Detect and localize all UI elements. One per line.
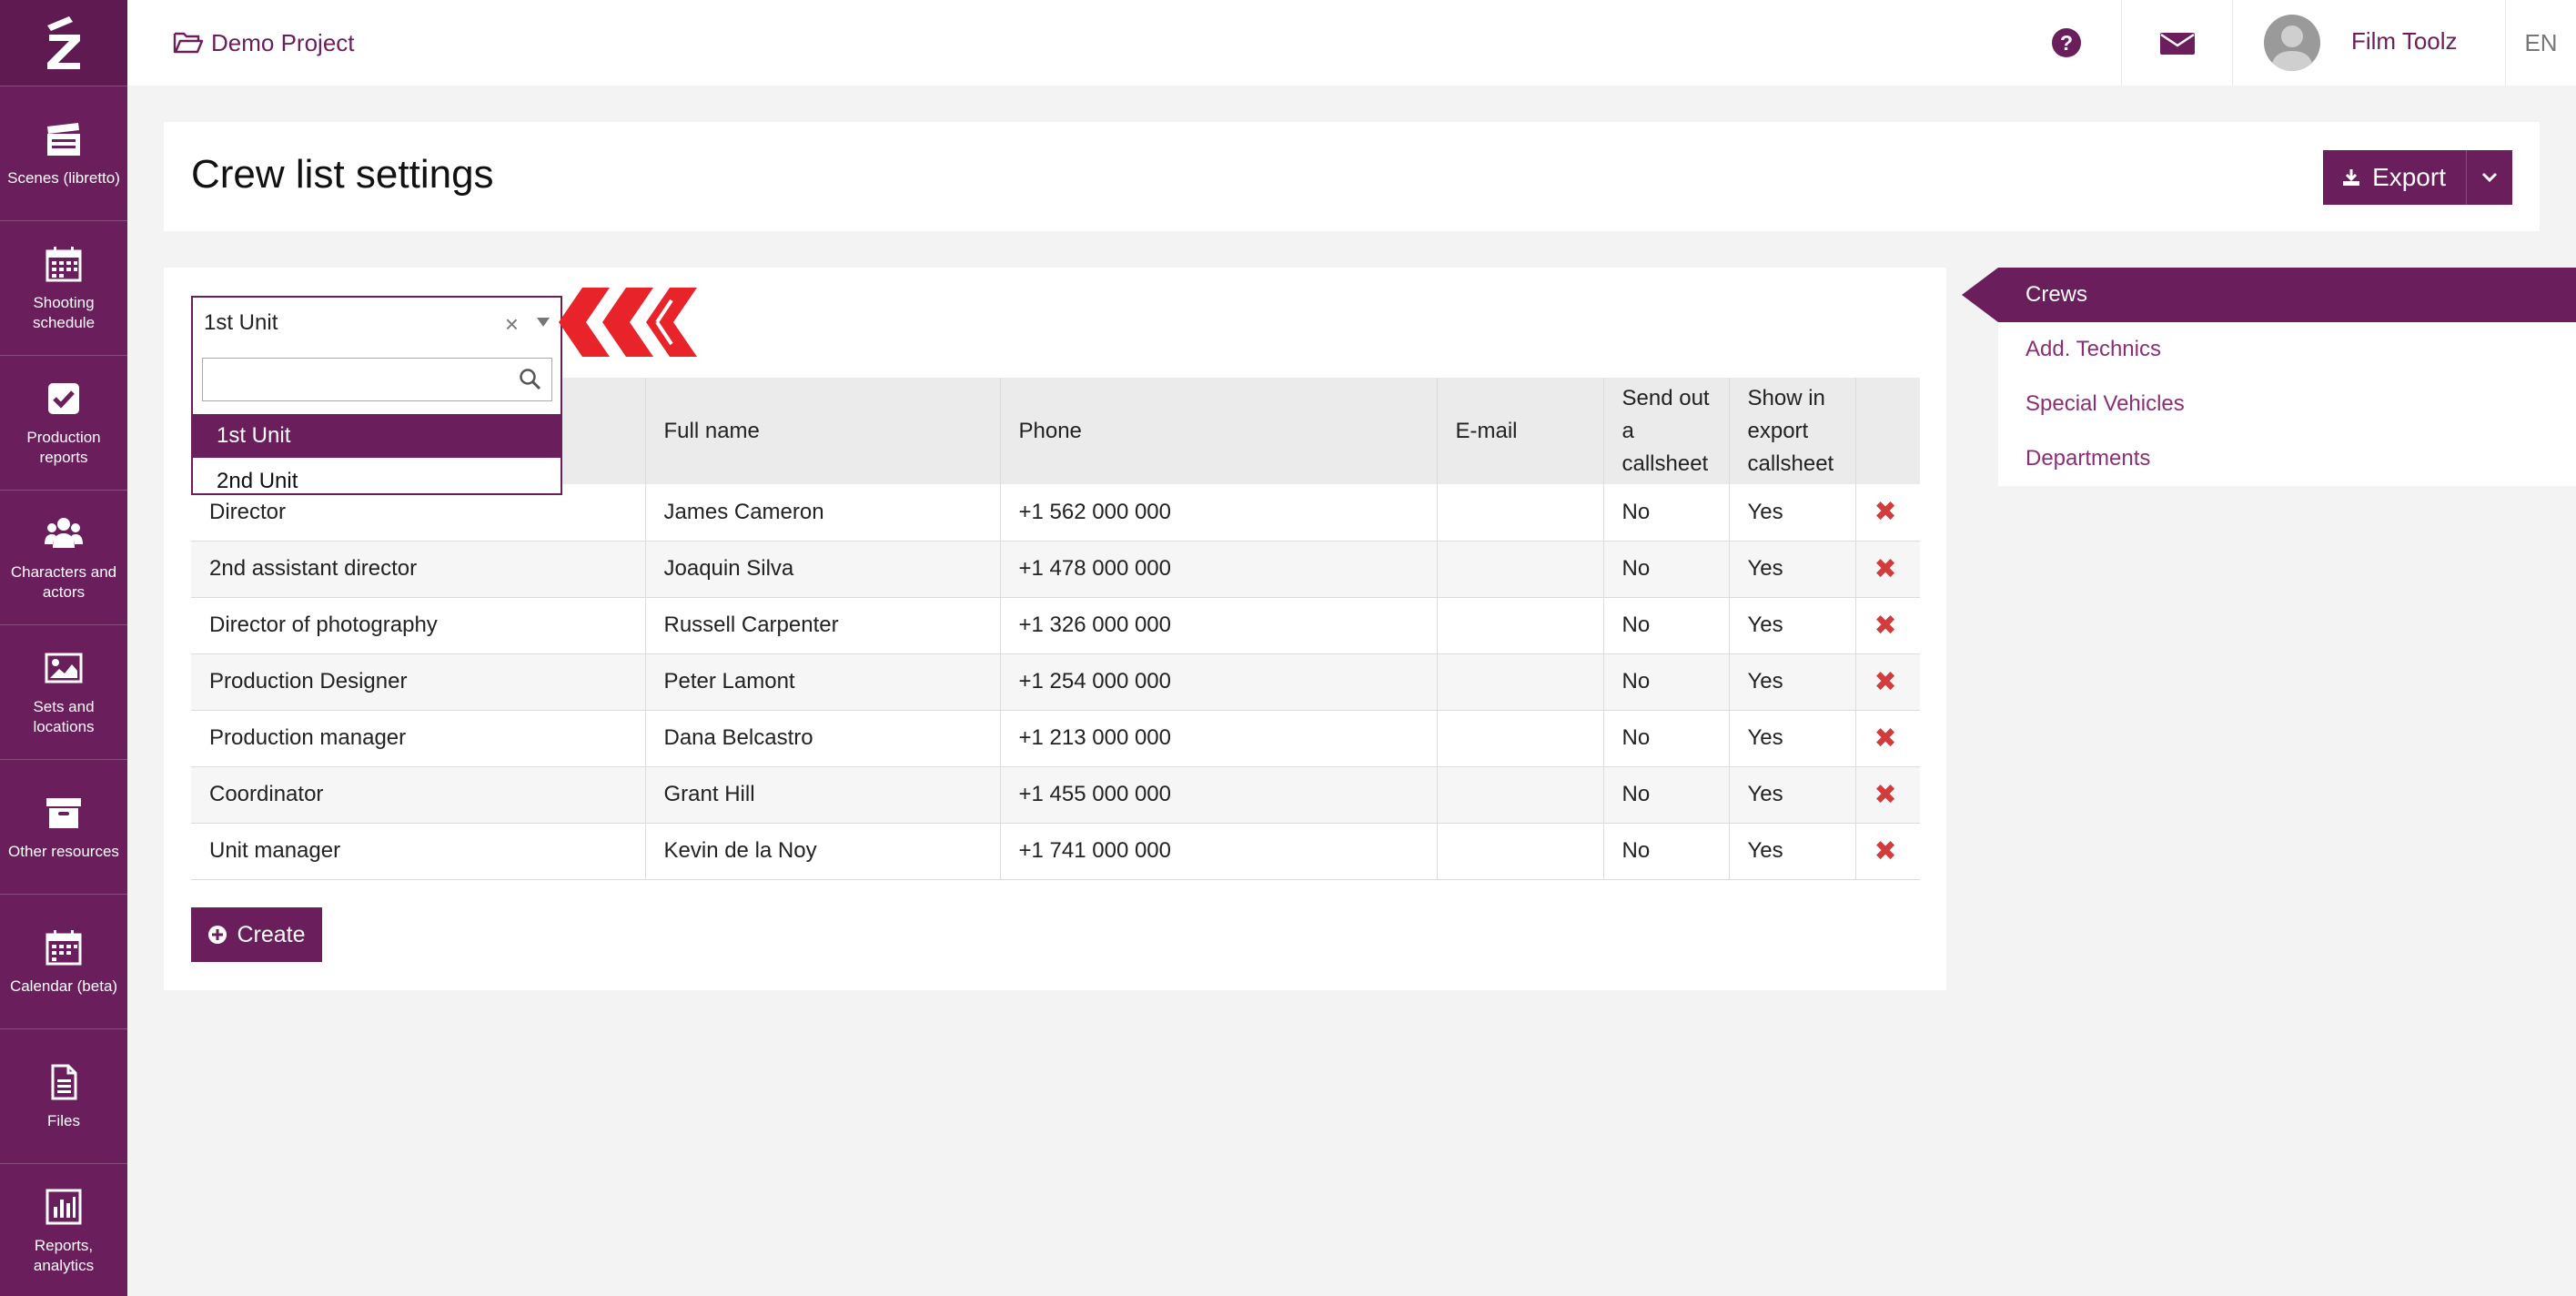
app-logo[interactable]: [0, 0, 127, 86]
sidebar-item-other-resources[interactable]: [0, 760, 127, 895]
user-menu[interactable]: [2232, 0, 2505, 86]
table-row[interactable]: [191, 766, 1920, 823]
nav-item-special-vehicles[interactable]: Special Vehicles: [2025, 391, 2185, 416]
table-row[interactable]: [191, 710, 1920, 766]
sidebar: [0, 0, 127, 1296]
cell-send-callsheet: No: [1603, 653, 1729, 710]
export-label: Export: [2372, 163, 2446, 191]
bar-chart-icon: [44, 1187, 84, 1227]
cell-full-name: Peter Lamont: [645, 653, 1000, 710]
envelope-icon: [2159, 29, 2196, 56]
delete-icon[interactable]: ✖: [1874, 779, 1897, 810]
delete-icon[interactable]: ✖: [1874, 835, 1897, 866]
cell-send-callsheet: No: [1603, 597, 1729, 653]
project-link[interactable]: [173, 29, 355, 57]
cell-show-export: Yes: [1729, 766, 1855, 823]
dropdown-arrow-icon[interactable]: [537, 318, 550, 327]
avatar: [2264, 15, 2320, 71]
cell-send-callsheet: No: [1603, 484, 1729, 541]
cell-email: [1437, 653, 1603, 710]
cell-send-callsheet: No: [1603, 823, 1729, 879]
cell-send-callsheet: No: [1603, 766, 1729, 823]
cell-email: [1437, 823, 1603, 879]
sidebar-item-sets-locations[interactable]: [0, 625, 127, 760]
question-circle-icon: [2051, 27, 2082, 58]
cell-show-export: Yes: [1729, 710, 1855, 766]
cell-role: Director: [191, 484, 645, 541]
cell-full-name: Joaquin Silva: [645, 541, 1000, 597]
sidebar-item-label: Scenes (libretto): [7, 168, 120, 187]
calendar-grid-icon: [44, 244, 84, 284]
settings-nav: [1998, 268, 2576, 486]
create-label: Create: [237, 921, 306, 947]
active-indicator: [1962, 268, 1998, 322]
cell-full-name: Kevin de la Noy: [645, 823, 1000, 879]
nav-item-add-technics[interactable]: Add. Technics: [2025, 337, 2161, 361]
chevron-down-icon: [2481, 172, 2498, 183]
user-silhouette-icon: [2264, 15, 2320, 71]
sidebar-item-label: Other resources: [8, 842, 119, 860]
column-header-phone: Phone: [1000, 378, 1437, 484]
column-header-full-name: Full name: [645, 378, 1000, 484]
nav-item-label: Crews: [2025, 282, 2088, 307]
dropdown-option-2nd-unit[interactable]: 2nd Unit: [217, 469, 298, 493]
cell-phone: +1 478 000 000: [1000, 541, 1437, 597]
cell-role: Coordinator: [191, 766, 645, 823]
export-button-group: [2323, 150, 2512, 205]
delete-icon[interactable]: ✖: [1874, 723, 1897, 754]
download-icon: [2341, 167, 2361, 187]
sidebar-item-label: Characters and actors: [10, 562, 117, 601]
cell-role: 2nd assistant director: [191, 541, 645, 597]
sidebar-item-label: Files: [47, 1111, 80, 1129]
cell-email: [1437, 597, 1603, 653]
crew-select[interactable]: [191, 296, 562, 350]
export-button[interactable]: [2323, 150, 2467, 205]
annotation-arrows-icon: [559, 288, 697, 357]
column-header-send-callsheet: Send out a callsheet: [1603, 378, 1729, 484]
cell-full-name: James Cameron: [645, 484, 1000, 541]
cell-full-name: Russell Carpenter: [645, 597, 1000, 653]
checkbox-icon: [44, 379, 84, 419]
plus-circle-icon: [207, 925, 227, 945]
create-button[interactable]: [191, 907, 322, 962]
page-title: Crew list settings: [191, 152, 494, 197]
sidebar-item-production-reports[interactable]: [0, 356, 127, 491]
search-icon: [519, 368, 542, 391]
sidebar-item-calendar[interactable]: [0, 895, 127, 1029]
sidebar-item-label: Shooting schedule: [32, 293, 96, 331]
cell-role: Director of photography: [191, 597, 645, 653]
sidebar-item-label: Production reports: [26, 428, 101, 466]
cell-email: [1437, 484, 1603, 541]
cell-full-name: Dana Belcastro: [645, 710, 1000, 766]
dropdown-search-input[interactable]: [202, 358, 552, 401]
cell-show-export: Yes: [1729, 823, 1855, 879]
cell-role: Production manager: [191, 710, 645, 766]
cell-email: [1437, 541, 1603, 597]
cell-show-export: Yes: [1729, 653, 1855, 710]
sidebar-item-label: Sets and locations: [33, 697, 95, 735]
cell-phone: +1 254 000 000: [1000, 653, 1437, 710]
top-bar: [127, 0, 2576, 86]
column-header-actions: [1855, 378, 1920, 484]
language-selector[interactable]: EN: [2505, 0, 2576, 86]
project-name: Demo Project: [211, 28, 355, 56]
archive-box-icon: [44, 793, 84, 833]
cell-show-export: Yes: [1729, 484, 1855, 541]
table-row[interactable]: [191, 823, 1920, 879]
sidebar-item-label: Calendar (beta): [9, 977, 118, 995]
column-header-show-export: Show in export callsheet: [1729, 378, 1855, 484]
logo-icon: [42, 13, 86, 73]
cell-show-export: Yes: [1729, 597, 1855, 653]
cell-send-callsheet: No: [1603, 710, 1729, 766]
user-name: Film Toolz: [2351, 26, 2458, 55]
delete-icon[interactable]: ✖: [1874, 666, 1897, 697]
nav-item-departments[interactable]: Departments: [2025, 446, 2151, 471]
sidebar-item-shooting-schedule[interactable]: [0, 221, 127, 356]
sidebar-item-label: Reports, analytics: [33, 1237, 95, 1274]
cell-email: [1437, 766, 1603, 823]
file-icon: [44, 1062, 84, 1102]
delete-icon[interactable]: ✖: [1874, 497, 1897, 528]
folder-open-icon: [173, 31, 204, 55]
help-button[interactable]: [2012, 0, 2121, 86]
cell-full-name: Grant Hill: [645, 766, 1000, 823]
sidebar-item-characters[interactable]: [0, 491, 127, 625]
image-icon: [44, 648, 84, 688]
page-header: [164, 122, 2540, 231]
table-row[interactable]: [191, 653, 1920, 710]
clear-selection-icon[interactable]: ×: [504, 310, 519, 338]
svg-text:?: ?: [2059, 31, 2074, 55]
cell-phone: +1 562 000 000: [1000, 484, 1437, 541]
sidebar-item-files[interactable]: [0, 1029, 127, 1164]
dropdown-option-1st-unit[interactable]: 1st Unit: [193, 414, 561, 458]
crew-select-dropdown: [191, 349, 562, 495]
sidebar-item-reports[interactable]: [0, 1164, 127, 1296]
export-dropdown-toggle[interactable]: [2467, 150, 2512, 205]
messages-button[interactable]: [2121, 0, 2232, 86]
crew-select-value: 1st Unit: [204, 310, 278, 335]
delete-icon[interactable]: ✖: [1874, 610, 1897, 641]
cell-phone: +1 326 000 000: [1000, 597, 1437, 653]
crew-list-panel: [164, 268, 1946, 990]
cell-phone: +1 213 000 000: [1000, 710, 1437, 766]
cell-role: Production Designer: [191, 653, 645, 710]
cell-phone: +1 455 000 000: [1000, 766, 1437, 823]
cell-phone: +1 741 000 000: [1000, 823, 1437, 879]
table-row[interactable]: [191, 541, 1920, 597]
clapperboard-icon: [44, 119, 84, 159]
cell-role: Unit manager: [191, 823, 645, 879]
table-row[interactable]: [191, 597, 1920, 653]
nav-item-crews[interactable]: [1998, 268, 2576, 322]
cell-email: [1437, 710, 1603, 766]
column-header-email: E-mail: [1437, 378, 1603, 484]
cell-send-callsheet: No: [1603, 541, 1729, 597]
cell-show-export: Yes: [1729, 541, 1855, 597]
users-icon: [44, 513, 84, 553]
delete-icon[interactable]: ✖: [1874, 553, 1897, 584]
calendar-icon: [44, 927, 84, 967]
sidebar-item-scenes[interactable]: [0, 86, 127, 221]
